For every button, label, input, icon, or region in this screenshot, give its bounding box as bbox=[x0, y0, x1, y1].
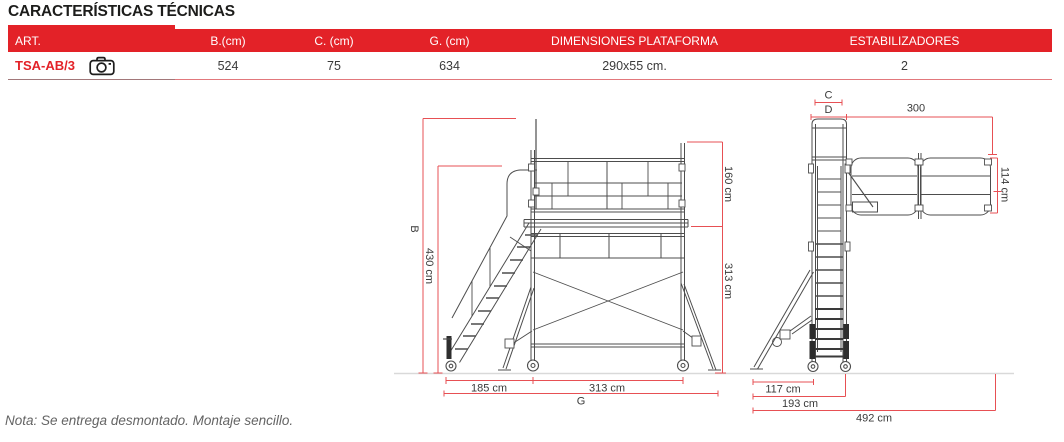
dim-b-label: B bbox=[408, 225, 420, 233]
dim-313-horizontal-label: 313 cm bbox=[588, 382, 626, 395]
side-view-drawing bbox=[443, 119, 721, 371]
dim-114-label: 114 cm bbox=[998, 166, 1011, 203]
art-code: TSA-AB/3 bbox=[15, 58, 75, 73]
value-b: 524 bbox=[217, 58, 239, 73]
value-c: 75 bbox=[327, 58, 341, 73]
col-header-art: ART. bbox=[15, 33, 41, 48]
col-header-g: G. (cm) bbox=[429, 33, 470, 48]
dimension-lines bbox=[408, 90, 1011, 425]
page-title: CARACTERÍSTICAS TÉCNICAS bbox=[8, 3, 235, 20]
value-estabilizadores: 2 bbox=[901, 58, 908, 73]
dim-160-label: 160 cm bbox=[722, 165, 734, 203]
dim-185-label: 185 cm bbox=[470, 382, 508, 395]
value-plataforma: 290x55 cm. bbox=[602, 58, 667, 73]
dim-430-label: 430 cm bbox=[423, 247, 435, 285]
col-header-estabilizadores: ESTABILIZADORES bbox=[849, 33, 960, 48]
col-header-b: B.(cm) bbox=[210, 33, 246, 48]
col-header-c: C. (cm) bbox=[314, 33, 354, 48]
dim-d-label: D bbox=[824, 104, 833, 116]
dim-300-label: 300 bbox=[906, 102, 926, 115]
dim-g-label: G bbox=[576, 395, 586, 408]
footnote: Nota: Se entrega desmontado. Montaje sencillo. bbox=[5, 413, 294, 428]
dim-492-label: 492 cm bbox=[855, 412, 893, 425]
front-view-drawing bbox=[750, 119, 992, 372]
dim-c-label: C bbox=[824, 89, 833, 102]
col-header-plataforma: DIMENSIONES PLATAFORMA bbox=[551, 33, 718, 48]
dim-193-label: 193 cm bbox=[781, 398, 819, 410]
value-g: 634 bbox=[439, 58, 460, 73]
dim-117-label: 117 cm bbox=[765, 383, 801, 396]
dim-313-vertical-label: 313 cm bbox=[722, 262, 734, 300]
